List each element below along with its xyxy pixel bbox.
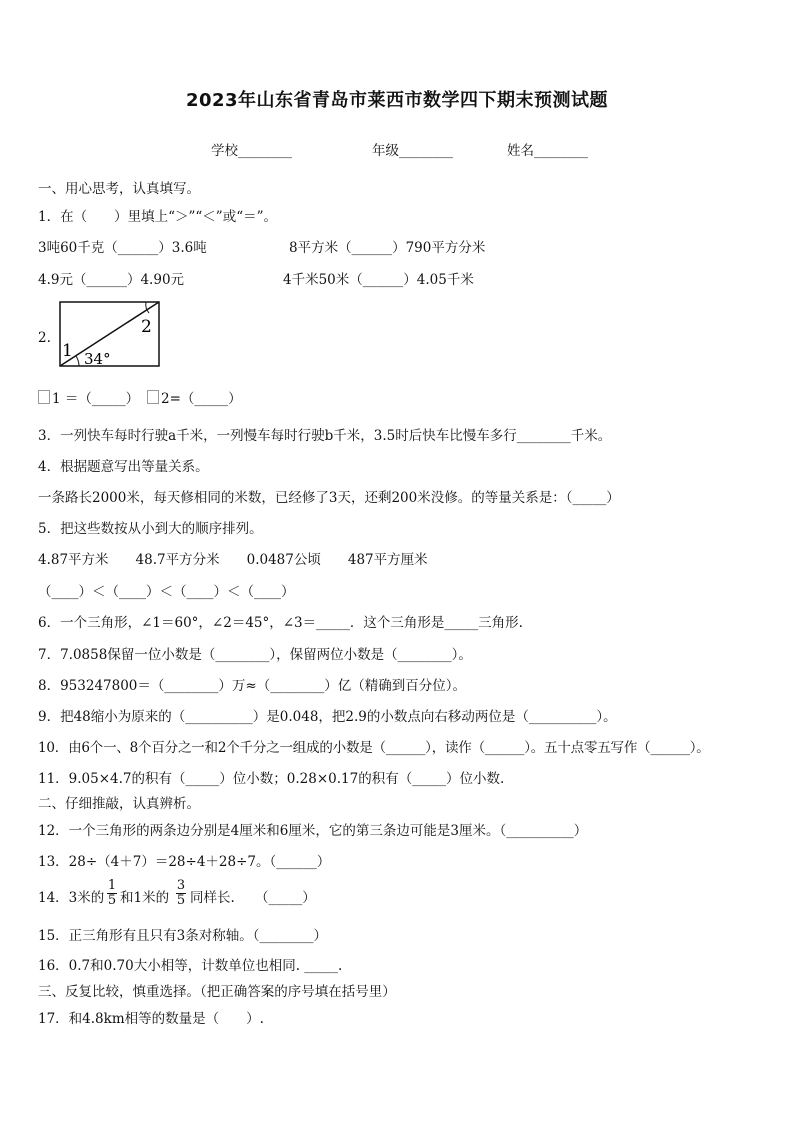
question-2-number: 2. [38,330,51,346]
fraction-2-numerator: 3 [176,878,186,893]
question-10: 10．由6个一、8个百分之一和2个千分之一组成的小数是（______），读作（______）。五十点零五写作（______）。 [38,740,710,756]
section-2-heading: 二、仔细推敲，认真辨析。 [38,796,200,812]
question-1b: 8平方米（______）790平方分米 [289,240,486,256]
section-1-heading: 一、用心思考，认真填写。 [38,181,200,197]
question-2-answer-1 [38,390,139,408]
question-16: 16．0.7和0.70大小相等，计数单位也相同. _____. [38,958,343,974]
fraction-1-numerator: 1 [107,878,117,893]
question-1-stem: 1．在（ ）里填上“＞”“＜”或“＝”。 [38,209,277,225]
fraction-one-fifth [106,879,118,908]
school-field: 学校________ [211,143,292,159]
question-4-text: 一条路长2000米，每天修相同的米数，已经修了3天，还剩200米没修。的等量关系是：（_____） [38,490,620,506]
question-5-order: （____）＜（____）＜（____）＜（____） [38,584,295,600]
question-8: 8．953247800＝（________）万≈（________）亿（精确到百分位）。 [38,678,466,694]
question-1c: 4.9元（______）4.90元 [38,272,185,288]
question-7: 7．7.0858保留一位小数是（________），保留两位小数是（________）。 [38,647,472,663]
question-1d: 4千米50米（______）4.05千米 [283,272,474,288]
name-field: 姓名________ [507,143,588,159]
page-title: 2023年山东省青岛市莱西市数学四下期末预测试题 [185,90,609,111]
angle-value-34: 34° [84,350,111,368]
section-3-heading: 三、反复比较，慎重选择。（把正确答案的序号填在括号里） [38,984,396,1000]
question-5-stem: 5．把这些数按从小到大的顺序排列。 [38,521,263,537]
fraction-2-denominator: 5 [176,893,186,908]
question-12: 12．一个三角形的两条边分别是4厘米和6厘米，它的第三条边可能是3厘米。（__________） [38,823,588,839]
angle-symbol-icon [147,390,159,404]
question-11: 11．9.05×4.7的积有（_____）位小数；0.28×0.17的积有（_____）位小数. [38,771,505,787]
question-15: 15．正三角形有且只有3条对称轴。（________） [38,928,328,944]
question-9: 9．把48缩小为原来的（__________）是0.048，把2.9的小数点向右移动两位是（__________）。 [38,709,617,725]
fraction-three-fifths [175,879,187,908]
answer-2-text: 2=（_____） [161,391,242,407]
question-5-items: 4.87平方米 48.7平方分米 0.0487公顷 487平方厘米 [38,552,428,568]
angle-label-2: 2 [141,317,152,337]
angle-label-1: 1 [62,341,73,361]
question-13: 13．28÷（4＋7）＝28÷4＋28÷7。（______） [38,854,331,870]
question-14-part-3: 同样长. （_____） [190,890,316,906]
grade-field: 年级________ [372,143,453,159]
rectangle-angle-figure [59,301,161,371]
question-14-part-2: 和1米的 [120,890,170,906]
question-6: 6．一个三角形，∠1＝60°，∠2＝45°，∠3＝_____．这个三角形是_____三角形. [38,615,523,631]
question-4-stem: 4．根据题意写出等量关系。 [38,459,209,475]
question-3: 3．一列快车每时行驶a千米，一列慢车每时行驶b千米，3.5时后快车比慢车多行________千米。 [38,428,612,444]
question-2-answer-2 [147,390,242,408]
fraction-1-denominator: 5 [107,893,117,908]
question-17: 17．和4.8km相等的数量是（ ）. [38,1011,264,1027]
angle-2-arc [146,302,149,313]
answer-1-text: 1 ＝（_____） [52,391,140,407]
question-1a: 3吨60千克（______）3.6吨 [38,240,207,256]
angle-symbol-icon [38,390,50,404]
angle-1-arc [76,356,79,366]
question-14-part-1: 14．3米的 [38,890,105,906]
